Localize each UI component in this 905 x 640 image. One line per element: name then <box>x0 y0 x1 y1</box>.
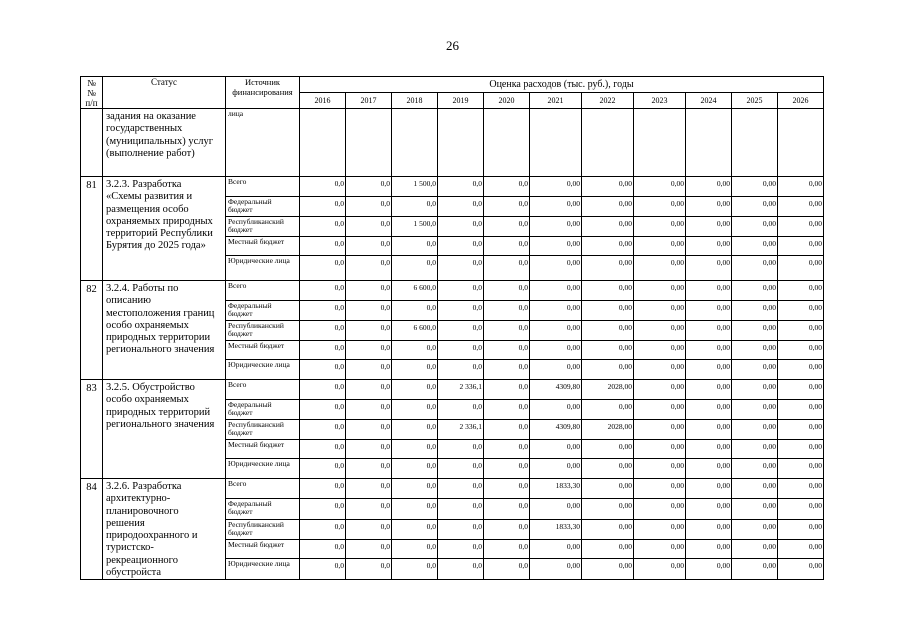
value-cell: 0,00 <box>732 559 778 580</box>
value-cell: 0,00 <box>530 559 582 580</box>
value-cell: 0,0 <box>392 301 438 321</box>
value-cell: 0,00 <box>582 321 634 341</box>
year-header: 2026 <box>778 93 824 109</box>
value-cell: 0,0 <box>346 360 392 380</box>
value-cell: 0,00 <box>634 197 686 217</box>
value-cell: 0,0 <box>438 559 484 580</box>
value-cell: 0,0 <box>484 559 530 580</box>
value-cell: 0,00 <box>634 256 686 281</box>
value-cell: 0,00 <box>686 459 732 479</box>
value-cell: 0,0 <box>300 559 346 580</box>
value-cell: 0,00 <box>732 519 778 539</box>
value-cell: 0,0 <box>438 237 484 256</box>
value-cell: 0,00 <box>582 360 634 380</box>
funding-source: Местный бюджет <box>226 440 300 459</box>
value-cell: 0,0 <box>346 321 392 341</box>
value-cell: 0,0 <box>484 341 530 360</box>
value-cell: 0,00 <box>634 499 686 519</box>
value-cell: 0,0 <box>346 539 392 558</box>
header-status: Статус <box>103 77 226 109</box>
continuation-source: лица <box>226 109 300 177</box>
value-cell: 0,0 <box>392 420 438 440</box>
value-cell: 0,00 <box>778 341 824 360</box>
value-cell: 0,0 <box>300 420 346 440</box>
value-cell: 0,00 <box>686 539 732 558</box>
value-cell: 0,00 <box>778 301 824 321</box>
funding-source: Федеральный бюджет <box>226 301 300 321</box>
year-header: 2020 <box>484 93 530 109</box>
funding-source: Всего <box>226 479 300 499</box>
funding-source: Республиканский бюджет <box>226 420 300 440</box>
funding-source: Юридические лица <box>226 459 300 479</box>
value-cell: 0,0 <box>346 197 392 217</box>
status-text: 3.2.3. Разработка «Схемы развития и размещения особо охраняемых природных территорий Республики Бурятия до 2025 года» <box>103 177 226 281</box>
header-source: Источник финансирования <box>226 77 300 109</box>
value-cell: 0,00 <box>530 360 582 380</box>
value-cell: 0,0 <box>392 559 438 580</box>
value-cell: 0,0 <box>300 301 346 321</box>
year-header: 2018 <box>392 93 438 109</box>
value-cell: 0,0 <box>346 281 392 301</box>
value-cell: 1 500,0 <box>392 217 438 237</box>
year-header: 2016 <box>300 93 346 109</box>
value-cell: 0,0 <box>300 479 346 499</box>
value-cell: 0,00 <box>634 321 686 341</box>
value-cell: 0,00 <box>634 519 686 539</box>
funding-source: Юридические лица <box>226 360 300 380</box>
value-cell: 0,00 <box>530 499 582 519</box>
funding-source: Федеральный бюджет <box>226 499 300 519</box>
value-cell: 0,00 <box>686 499 732 519</box>
value-cell: 0,0 <box>300 197 346 217</box>
value-cell: 0,00 <box>530 321 582 341</box>
value-cell: 0,0 <box>438 440 484 459</box>
value-cell: 0,0 <box>346 177 392 197</box>
value-cell: 0,0 <box>484 281 530 301</box>
value-cell: 0,00 <box>530 301 582 321</box>
value-cell: 0,00 <box>778 197 824 217</box>
value-cell: 0,00 <box>530 256 582 281</box>
value-cell: 0,00 <box>686 217 732 237</box>
value-cell: 0,00 <box>778 217 824 237</box>
value-cell: 0,0 <box>438 459 484 479</box>
value-cell: 0,0 <box>484 420 530 440</box>
year-header: 2021 <box>530 93 582 109</box>
value-cell: 0,00 <box>634 479 686 499</box>
value-cell: 0,0 <box>392 256 438 281</box>
funding-source: Местный бюджет <box>226 539 300 558</box>
value-cell: 0,00 <box>582 539 634 558</box>
value-cell: 0,00 <box>778 499 824 519</box>
value-cell: 0,0 <box>484 197 530 217</box>
value-cell: 0,0 <box>484 519 530 539</box>
value-cell: 0,0 <box>484 479 530 499</box>
value-cell: 0,00 <box>686 341 732 360</box>
value-cell: 0,00 <box>686 360 732 380</box>
value-cell: 0,00 <box>530 440 582 459</box>
funding-source: Республиканский бюджет <box>226 519 300 539</box>
value-cell: 0,00 <box>634 420 686 440</box>
funding-source: Республиканский бюджет <box>226 217 300 237</box>
page-number: 26 <box>446 38 459 53</box>
table-row <box>81 380 824 400</box>
value-cell: 0,0 <box>346 217 392 237</box>
year-header: 2022 <box>582 93 634 109</box>
value-cell: 0,00 <box>634 400 686 420</box>
value-cell: 0,0 <box>346 499 392 519</box>
value-cell: 0,0 <box>392 237 438 256</box>
value-cell: 0,0 <box>484 400 530 420</box>
value-cell: 0,00 <box>686 380 732 400</box>
value-cell: 0,00 <box>582 301 634 321</box>
value-cell: 6 600,0 <box>392 321 438 341</box>
value-cell: 0,00 <box>732 539 778 558</box>
value-cell: 0,00 <box>582 237 634 256</box>
value-cell: 0,0 <box>484 380 530 400</box>
value-cell: 0,0 <box>300 440 346 459</box>
row-number: 83 <box>81 380 103 479</box>
value-cell: 0,00 <box>582 519 634 539</box>
value-cell: 0,0 <box>392 400 438 420</box>
value-cell: 0,0 <box>300 281 346 301</box>
value-cell: 2 336,1 <box>438 380 484 400</box>
value-cell: 0,0 <box>346 420 392 440</box>
year-header: 2019 <box>438 93 484 109</box>
value-cell: 0,0 <box>346 301 392 321</box>
value-cell: 0,00 <box>582 281 634 301</box>
value-cell: 0,00 <box>582 499 634 519</box>
value-cell: 0,00 <box>634 360 686 380</box>
value-cell: 0,00 <box>732 177 778 197</box>
year-header: 2025 <box>732 93 778 109</box>
value-cell: 0,00 <box>634 539 686 558</box>
value-cell: 0,0 <box>392 539 438 558</box>
value-cell: 0,00 <box>686 301 732 321</box>
value-cell: 0,00 <box>582 197 634 217</box>
value-cell: 0,0 <box>484 499 530 519</box>
value-cell: 0,0 <box>392 459 438 479</box>
value-cell: 0,0 <box>346 380 392 400</box>
value-cell: 0,0 <box>438 256 484 281</box>
value-cell: 0,00 <box>582 177 634 197</box>
funding-source: Юридические лица <box>226 256 300 281</box>
value-cell: 1833,30 <box>530 479 582 499</box>
value-cell: 0,0 <box>346 400 392 420</box>
value-cell: 0,00 <box>634 281 686 301</box>
value-cell: 0,0 <box>484 440 530 459</box>
value-cell: 0,00 <box>732 440 778 459</box>
value-cell: 0,00 <box>732 256 778 281</box>
value-cell: 0,00 <box>778 559 824 580</box>
value-cell: 0,00 <box>582 479 634 499</box>
value-cell: 0,0 <box>438 499 484 519</box>
value-cell: 0,0 <box>300 237 346 256</box>
value-cell: 1 500,0 <box>392 177 438 197</box>
value-cell: 0,00 <box>732 321 778 341</box>
value-cell: 0,0 <box>438 301 484 321</box>
value-cell: 0,0 <box>438 360 484 380</box>
value-cell: 0,0 <box>438 177 484 197</box>
value-cell: 0,00 <box>778 360 824 380</box>
value-cell: 0,00 <box>686 479 732 499</box>
value-cell: 0,00 <box>686 177 732 197</box>
value-cell: 0,0 <box>438 519 484 539</box>
row-number: 84 <box>81 479 103 580</box>
table-row <box>81 177 824 197</box>
funding-source: Юридические лица <box>226 559 300 580</box>
value-cell: 0,00 <box>778 519 824 539</box>
value-cell: 0,00 <box>686 321 732 341</box>
value-cell: 4309,80 <box>530 380 582 400</box>
value-cell: 0,0 <box>300 321 346 341</box>
value-cell: 0,00 <box>634 237 686 256</box>
value-cell: 0,00 <box>530 237 582 256</box>
value-cell: 0,0 <box>346 559 392 580</box>
value-cell: 6 600,0 <box>392 281 438 301</box>
value-cell: 0,00 <box>778 177 824 197</box>
value-cell: 0,0 <box>392 440 438 459</box>
funding-source: Федеральный бюджет <box>226 197 300 217</box>
value-cell: 1833,30 <box>530 519 582 539</box>
value-cell: 0,00 <box>686 400 732 420</box>
table-row <box>81 479 824 499</box>
value-cell: 0,0 <box>300 519 346 539</box>
value-cell: 2028,00 <box>582 380 634 400</box>
funding-source: Местный бюджет <box>226 341 300 360</box>
value-cell: 0,0 <box>300 499 346 519</box>
value-cell: 0,00 <box>732 341 778 360</box>
value-cell: 0,00 <box>732 237 778 256</box>
value-cell: 0,0 <box>300 217 346 237</box>
value-cell: 0,0 <box>438 217 484 237</box>
value-cell: 0,00 <box>634 217 686 237</box>
value-cell: 0,00 <box>582 341 634 360</box>
value-cell: 0,00 <box>778 400 824 420</box>
value-cell: 0,00 <box>582 559 634 580</box>
value-cell: 0,00 <box>582 400 634 420</box>
value-cell: 0,00 <box>582 256 634 281</box>
value-cell: 0,00 <box>732 360 778 380</box>
value-cell: 0,00 <box>634 459 686 479</box>
value-cell: 0,00 <box>778 539 824 558</box>
table-row <box>81 281 824 301</box>
value-cell: 0,00 <box>778 459 824 479</box>
value-cell: 0,00 <box>634 380 686 400</box>
year-header: 2024 <box>686 93 732 109</box>
value-cell: 0,00 <box>634 440 686 459</box>
value-cell: 0,00 <box>686 237 732 256</box>
value-cell: 0,00 <box>778 321 824 341</box>
value-cell: 0,00 <box>686 440 732 459</box>
value-cell: 0,00 <box>530 400 582 420</box>
value-cell: 0,00 <box>634 301 686 321</box>
value-cell: 0,0 <box>484 177 530 197</box>
value-cell: 4309,80 <box>530 420 582 440</box>
value-cell: 0,0 <box>392 197 438 217</box>
value-cell: 0,0 <box>300 539 346 558</box>
value-cell: 0,0 <box>438 321 484 341</box>
value-cell: 0,0 <box>346 256 392 281</box>
value-cell: 0,0 <box>484 301 530 321</box>
value-cell: 0,00 <box>530 459 582 479</box>
value-cell: 0,0 <box>300 177 346 197</box>
value-cell: 0,00 <box>778 420 824 440</box>
value-cell: 0,00 <box>686 559 732 580</box>
value-cell: 0,00 <box>634 341 686 360</box>
value-cell: 0,0 <box>438 281 484 301</box>
funding-source: Федеральный бюджет <box>226 400 300 420</box>
value-cell: 0,0 <box>484 539 530 558</box>
value-cell: 0,00 <box>732 380 778 400</box>
value-cell: 0,0 <box>392 341 438 360</box>
value-cell: 0,00 <box>732 281 778 301</box>
header-estimate: Оценка расходов (тыс. руб.), годы <box>300 77 824 93</box>
value-cell: 0,0 <box>346 479 392 499</box>
funding-source: Всего <box>226 177 300 197</box>
value-cell: 0,00 <box>634 177 686 197</box>
value-cell: 0,00 <box>778 281 824 301</box>
value-cell: 0,00 <box>732 420 778 440</box>
continuation-status: задания на оказание государственных (муниципальных) услуг (выполнение работ) <box>103 109 226 177</box>
value-cell: 0,00 <box>530 281 582 301</box>
value-cell: 0,0 <box>300 400 346 420</box>
continuation-number-cell <box>81 109 103 177</box>
value-cell: 0,00 <box>778 479 824 499</box>
row-number: 81 <box>81 177 103 281</box>
value-cell: 0,00 <box>686 519 732 539</box>
value-cell: 0,0 <box>300 459 346 479</box>
value-cell: 0,00 <box>530 177 582 197</box>
value-cell: 0,0 <box>438 479 484 499</box>
value-cell: 0,0 <box>392 499 438 519</box>
status-text: 3.2.5. Обустройство особо охраняемых природных территорий регионального значения <box>103 380 226 479</box>
value-cell: 0,0 <box>346 440 392 459</box>
value-cell: 0,00 <box>582 217 634 237</box>
header-number: № № п/п <box>81 77 103 109</box>
value-cell: 0,00 <box>778 237 824 256</box>
value-cell: 0,0 <box>300 256 346 281</box>
value-cell: 0,00 <box>732 459 778 479</box>
value-cell: 0,0 <box>392 360 438 380</box>
value-cell: 0,00 <box>582 440 634 459</box>
value-cell: 0,00 <box>732 499 778 519</box>
budget-table <box>80 76 824 580</box>
value-cell: 0,00 <box>732 301 778 321</box>
value-cell: 0,0 <box>438 400 484 420</box>
value-cell: 0,00 <box>686 197 732 217</box>
value-cell: 0,00 <box>582 459 634 479</box>
funding-source: Всего <box>226 380 300 400</box>
status-text: 3.2.6. Разработка архитектурно- планировочного решения природоохранного и туристско- рекреационного обустройста <box>103 479 226 580</box>
row-number: 82 <box>81 281 103 380</box>
value-cell: 0,0 <box>438 197 484 217</box>
value-cell: 0,00 <box>634 559 686 580</box>
value-cell: 0,00 <box>732 400 778 420</box>
value-cell: 0,0 <box>300 380 346 400</box>
value-cell: 0,00 <box>732 217 778 237</box>
value-cell: 0,00 <box>530 539 582 558</box>
value-cell: 0,0 <box>484 237 530 256</box>
value-cell: 0,0 <box>346 341 392 360</box>
value-cell: 0,00 <box>778 380 824 400</box>
value-cell: 0,0 <box>484 217 530 237</box>
value-cell: 0,0 <box>484 459 530 479</box>
year-header: 2017 <box>346 93 392 109</box>
value-cell: 0,0 <box>392 519 438 539</box>
value-cell: 0,0 <box>484 256 530 281</box>
value-cell: 0,00 <box>530 217 582 237</box>
value-cell: 0,0 <box>438 539 484 558</box>
value-cell: 2028,00 <box>582 420 634 440</box>
value-cell: 2 336,1 <box>438 420 484 440</box>
value-cell: 0,0 <box>438 341 484 360</box>
value-cell: 0,00 <box>778 440 824 459</box>
value-cell: 0,0 <box>346 459 392 479</box>
value-cell: 0,0 <box>392 380 438 400</box>
value-cell: 0,00 <box>732 479 778 499</box>
funding-source: Республиканский бюджет <box>226 321 300 341</box>
value-cell: 0,00 <box>686 281 732 301</box>
value-cell: 0,00 <box>530 197 582 217</box>
funding-source: Всего <box>226 281 300 301</box>
value-cell: 0,0 <box>484 321 530 341</box>
value-cell: 0,0 <box>346 237 392 256</box>
value-cell: 0,0 <box>484 360 530 380</box>
value-cell: 0,0 <box>300 341 346 360</box>
value-cell: 0,0 <box>346 519 392 539</box>
value-cell: 0,00 <box>732 197 778 217</box>
value-cell: 0,00 <box>778 256 824 281</box>
value-cell: 0,00 <box>686 420 732 440</box>
value-cell: 0,0 <box>392 479 438 499</box>
status-text: 3.2.4. Работы по описанию местоположения границ особо охраняемых природных территории регионального значения <box>103 281 226 380</box>
value-cell: 0,0 <box>300 360 346 380</box>
continuation-row <box>81 109 824 177</box>
value-cell: 0,00 <box>686 256 732 281</box>
year-header: 2023 <box>634 93 686 109</box>
value-cell: 0,00 <box>530 341 582 360</box>
funding-source: Местный бюджет <box>226 237 300 256</box>
